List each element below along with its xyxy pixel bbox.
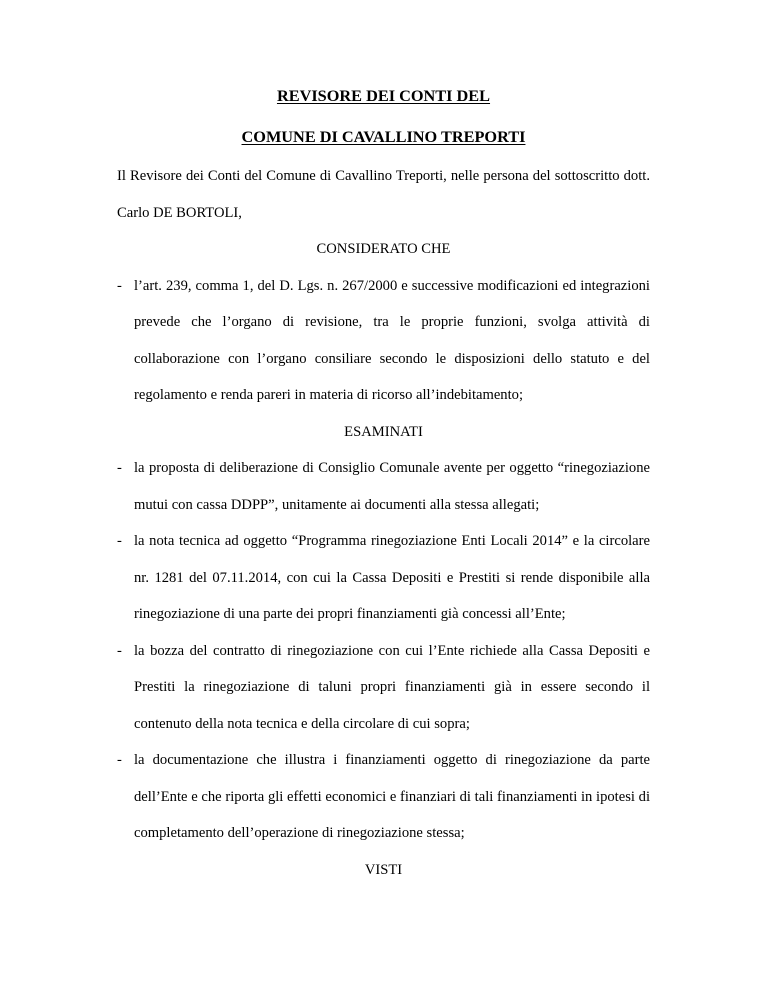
list-item-text: la proposta di deliberazione di Consiglio Comunale avente per oggetto “rinegoziazione mutui con cassa DDPP”, unitamente ai documenti alla stessa allegati;	[134, 460, 650, 513]
section-list-considerato	[117, 268, 650, 414]
section-heading-visti: VISTI	[364, 861, 403, 878]
list-dash: -	[117, 460, 122, 476]
document-title-line-1: REVISORE DEI CONTI DEL	[276, 86, 491, 105]
list-item	[117, 742, 650, 852]
list-dash: -	[117, 277, 122, 294]
list-item-text: la nota tecnica ad oggetto “Programma rinegoziazione Enti Locali 2014” e la circolare nr. 1281 del 07.11.2014, con cui la Cassa Depositi e Prestiti si rende disponibile alla rinegoziazione di una parte dei propri finanziamenti già concessi all’Ente;	[134, 533, 650, 622]
list-dash: -	[117, 752, 122, 768]
document-title-line-2: COMUNE DI CAVALLINO TREPORTI	[241, 127, 526, 146]
list-item-text: la bozza del contratto di rinegoziazione con cui l’Ente richiede alla Cassa Depositi e Prestiti la rinegoziazione di taluni propri finanziamenti già in essere secondo il contenuto della nota tecnica e della circolare di cui sopra;	[134, 642, 650, 732]
list-dash: -	[117, 642, 122, 659]
section-heading-esaminati: ESAMINATI	[344, 423, 423, 440]
list-item	[117, 633, 650, 743]
list-item-text: la documentazione che illustra i finanziamenti oggetto di rinegoziazione da parte dell’Ente e che riporta gli effetti economici e finanziari di tali finanziamenti in ipotesi di completamento dell’operazione di rinegoziazione stessa;	[134, 752, 650, 841]
list-item	[117, 268, 650, 414]
section-list-esaminati	[117, 450, 650, 852]
list-item-text: l’art. 239, comma 1, del D. Lgs. n. 267/2000 e successive modificazioni ed integrazioni prevede che l’organo di revisione, tra le proprie funzioni, svolga attività di collaborazione con l’organo consiliare secondo le disposizioni dello statuto e del regolamento e renda pareri in materia di ricorso all’indebitamento;	[134, 277, 650, 403]
intro-paragraph: Il Revisore dei Conti del Comune di Cavallino Treporti, nelle persona del sottoscritto dott. Carlo DE BORTOLI,	[117, 168, 650, 221]
list-dash: -	[117, 533, 122, 549]
list-item	[117, 523, 650, 633]
list-item	[117, 450, 650, 523]
section-heading-considerato: CONSIDERATO CHE	[316, 241, 451, 257]
